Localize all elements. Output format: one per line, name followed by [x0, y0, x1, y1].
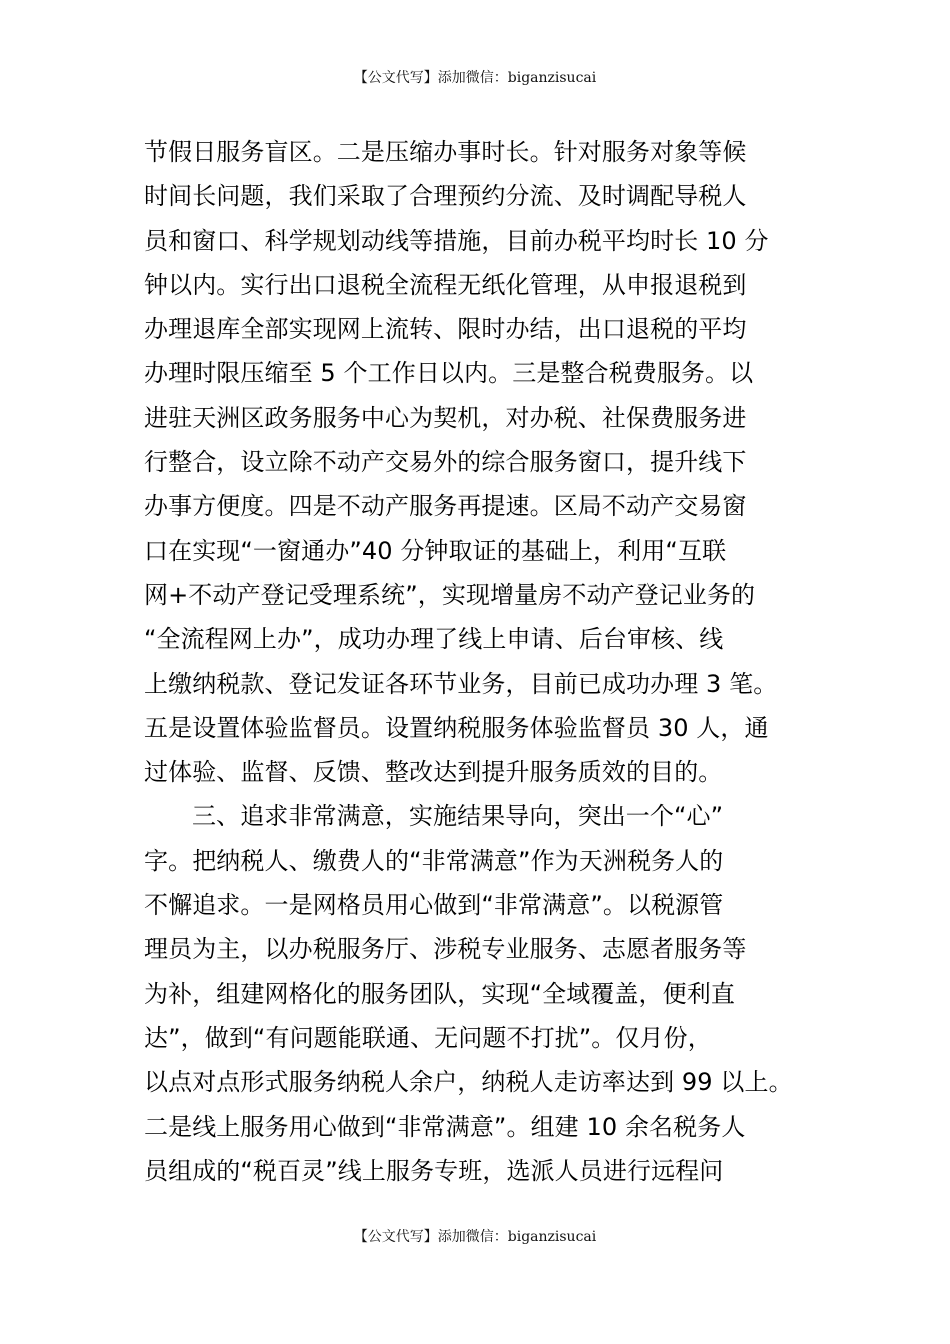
section-heading-line: 三、追求非常满意，实施结果导向，突出一个“心” [192, 802, 724, 831]
text-line: 钟以内。实行出口退税全流程无纸化管理，从申报退税到 [144, 270, 747, 299]
text-line: 员组成的“税百灵”线上服务专班，选派人员进行远程问 [144, 1156, 724, 1185]
text-line: 为补，组建网格化的服务团队，实现“全域覆盖，便利直 [144, 979, 735, 1008]
page-header: 【公文代写】添加微信：biganzisucai [353, 70, 597, 86]
text-line: 节假日服务盲区。二是压缩办事时长。针对服务对象等候 [144, 138, 747, 166]
text-line: 进驻天洲区政务服务中心为契机，对办税、社保费服务进 [144, 403, 747, 432]
text-line: 过体验、监督、反馈、整改达到提升服务质效的目的。 [144, 758, 723, 787]
page-footer: 【公文代写】添加微信：biganzisucai [353, 1229, 597, 1245]
text-line: 上缴纳税款、登记发证各环节业务，目前已成功办理 3 笔。 [144, 669, 778, 698]
text-line: 以点对点形式服务纳税人余户，纳税人走访率达到 99 以上。 [144, 1068, 793, 1097]
text-line: 字。把纳税人、缴费人的“非常满意”作为天洲税务人的 [144, 846, 724, 875]
text-line: 二是线上服务用心做到“非常满意”。组建 10 余名税务人 [144, 1112, 746, 1141]
text-line: 办事方便度。四是不动产服务再提速。区局不动产交易窗 [144, 492, 747, 521]
text-line: 口在实现“一窗通办”40 分钟取证的基础上，利用“互联 [144, 536, 727, 565]
text-line: “全流程网上办”，成功办理了线上申请、后台审核、线 [144, 625, 724, 654]
text-line: 五是设置体验监督员。设置纳税服务体验监督员 30 人，通 [144, 713, 769, 742]
text-line: 办理时限压缩至 5 个工作日以内。三是整合税费服务。以 [144, 359, 754, 388]
text-line: 行整合，设立除不动产交易外的综合服务窗口，提升线下 [144, 448, 747, 477]
text-line: 员和窗口、科学规划动线等措施，目前办税平均时长 10 分 [144, 226, 769, 255]
text-line: 时间长问题，我们采取了合理预约分流、及时调配导税人 [144, 182, 747, 211]
text-line: 达”，做到“有问题能联通、无问题不打扰”。仅月份， [144, 1023, 712, 1052]
text-line: 办理退库全部实现网上流转、限时办结，出口退税的平均 [144, 315, 747, 344]
text-line: 理员为主，以办税服务厅、涉税专业服务、志愿者服务等 [144, 935, 747, 964]
text-line: 网+不动产登记受理系统”，实现增量房不动产登记业务的 [144, 580, 756, 609]
text-line: 不懈追求。一是网格员用心做到“非常满意”。以税源管 [144, 891, 724, 920]
document-body [144, 130, 814, 1193]
